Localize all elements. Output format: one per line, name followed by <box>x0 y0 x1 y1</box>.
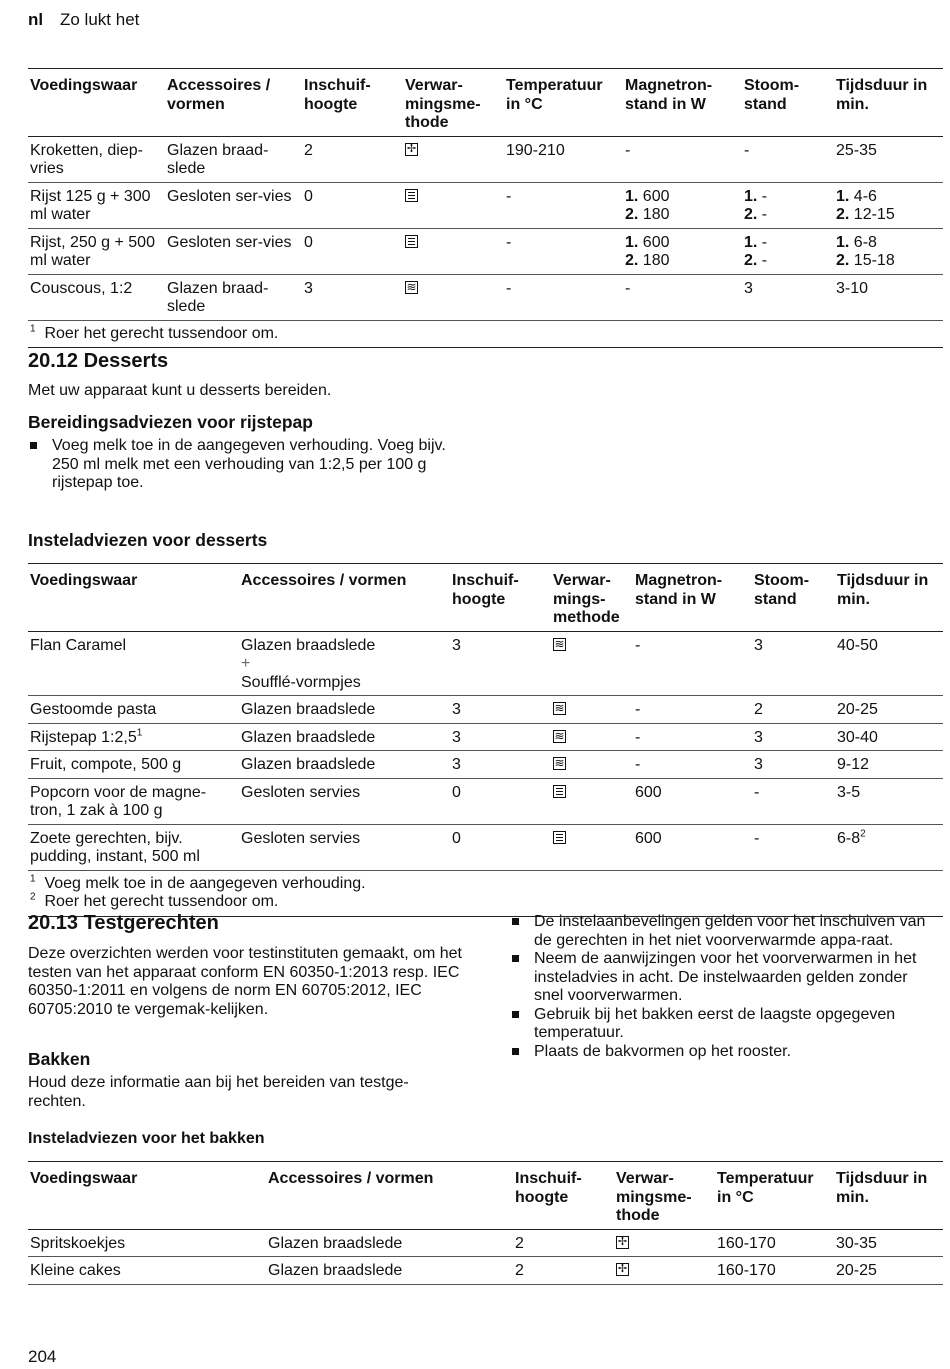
cell-temp: - <box>506 233 512 251</box>
footnote-text: Roer het gerecht tussendoor om. <box>44 893 279 910</box>
table-row <box>28 182 943 228</box>
cell-micro: - <box>635 756 641 773</box>
step-value: 2. 15-18 <box>836 252 895 269</box>
cell-method <box>403 274 504 320</box>
time-value: 9-12 <box>837 756 870 773</box>
cell-line: 25-35 <box>836 141 877 159</box>
section-heading-desserts: 20.12 Desserts <box>28 350 169 372</box>
cell-method <box>403 182 504 228</box>
microwave-icon <box>553 785 566 798</box>
step-value: 2. 180 <box>625 206 670 223</box>
subheading-rice-pudding: Bereidingsadviezen voor rijstepap <box>28 412 313 432</box>
desserts-intro: Met uw apparaat kunt u desserts bereiden. <box>28 382 332 399</box>
time-value: 40-50 <box>837 636 878 654</box>
step-value: 1. 600 <box>625 187 670 205</box>
cell-steam: - <box>754 829 760 847</box>
cell-line: - <box>625 141 631 159</box>
table-row <box>28 136 943 182</box>
rice-pudding-list <box>28 437 468 493</box>
section-heading-testgerechten: 20.13 Testgerechten <box>28 912 219 934</box>
fan-icon <box>405 143 418 156</box>
food-label: Flan Caramel <box>30 636 127 654</box>
column-header: Voedingswaar <box>30 77 138 94</box>
table-header-row <box>28 564 943 632</box>
column-header: Inschuif-hoogte <box>304 77 371 113</box>
cell-acc <box>239 751 450 779</box>
table-heading-bakken: Insteladviezen voor het bakken <box>28 1130 265 1147</box>
step-value: 2. - <box>744 252 768 269</box>
column-header: Tijdsduur in min. <box>836 77 928 113</box>
cell-line <box>836 252 941 271</box>
cell-acc <box>239 696 450 724</box>
acc-line: Glazen braadslede <box>241 728 376 746</box>
column-header: Temperatuur in °C <box>717 1170 814 1206</box>
cell-method <box>551 778 633 824</box>
cell-level: 0 <box>304 187 313 205</box>
cell-acc: Glazen braad-slede <box>167 141 269 177</box>
cell-food <box>28 631 239 696</box>
step-value: 1. 6-8 <box>836 233 877 251</box>
cell-acc <box>239 723 450 751</box>
column-header: Verwar-mingsme-thode <box>616 1170 692 1224</box>
list-item: Neem de aanwijzingen voor het voorverwarmen in het insteladvies in acht. De instelwaarden gelden zonder snel voorverwarmen. <box>510 950 940 1006</box>
cell-time <box>834 228 943 274</box>
list-item: Plaats de bakvormen op het rooster. <box>510 1043 940 1062</box>
cell-food: Rijst 125 g + 300 ml water <box>30 187 151 223</box>
cell-acc <box>239 631 450 696</box>
cell-steam <box>742 228 834 274</box>
cell-micro: 600 <box>635 783 662 801</box>
cell-micro <box>623 136 742 182</box>
cell-level: 3 <box>304 279 313 297</box>
table-rice-couscous <box>28 68 943 348</box>
table-footnote-row <box>28 870 943 916</box>
cell-acc: Glazen braadslede <box>268 1234 403 1252</box>
cell-food: Rijst, 250 g + 500 ml water <box>30 233 155 269</box>
food-label: Zoete gerechten, bijv. pudding, instant, 500 ml <box>30 829 200 865</box>
cell-level: 2 <box>304 141 313 159</box>
cell-micro: - <box>635 701 641 718</box>
step-value: 1. - <box>744 233 768 251</box>
cell-acc <box>239 778 450 824</box>
acc-line: Soufflé-vormpjes <box>241 673 361 691</box>
column-header: Tijdsduur in min. <box>837 572 929 608</box>
table-row <box>28 274 943 320</box>
list-item: Gebruik bij het bakken eerst de laagste opgegeven temperatuur. <box>510 1006 940 1043</box>
column-header: Verwar-mings-methode <box>553 572 620 626</box>
steam-icon <box>553 730 566 743</box>
table-row <box>28 824 943 870</box>
cell-line: 3 <box>744 279 753 297</box>
cell-food <box>28 751 239 779</box>
cell-time <box>835 696 943 724</box>
bakken-text: Houd deze informatie aan bij het bereiden van testge-rechten. <box>28 1074 409 1110</box>
cell-line <box>625 206 740 225</box>
table-header-row <box>28 1162 943 1230</box>
steam-icon <box>405 281 418 294</box>
cell-micro: - <box>635 728 641 746</box>
cell-acc: Glazen braadslede <box>268 1262 403 1279</box>
cell-line <box>836 188 941 207</box>
footnote <box>30 893 941 912</box>
cell-time: 20-25 <box>836 1262 877 1279</box>
cell-steam: 3 <box>754 636 763 654</box>
table-row <box>28 631 943 696</box>
cell-food: Kleine cakes <box>30 1262 121 1279</box>
cell-line <box>744 206 832 225</box>
cell-method <box>614 1229 715 1257</box>
fan-icon <box>616 1236 629 1249</box>
steam-icon <box>553 702 566 715</box>
column-header: Stoom-stand <box>754 572 810 608</box>
cell-food <box>28 824 239 870</box>
table-bakken <box>28 1161 943 1285</box>
cell-steam <box>742 274 834 320</box>
food-label: Fruit, compote, 500 g <box>30 756 182 773</box>
cell-level: 2 <box>515 1234 524 1252</box>
cell-time <box>834 136 943 182</box>
cell-food: Kroketten, diep-vries <box>30 141 143 177</box>
cell-method <box>551 824 633 870</box>
steam-icon <box>553 638 566 651</box>
cell-food <box>28 778 239 824</box>
cell-line <box>744 234 832 253</box>
column-header: Temperatuur in °C <box>506 77 603 113</box>
footnote-ref: 1 <box>136 727 143 739</box>
cell-time <box>835 824 943 870</box>
column-header: Inschuif-hoogte <box>452 572 519 608</box>
table-row <box>28 751 943 779</box>
cell-line <box>836 234 941 253</box>
table-row <box>28 778 943 824</box>
cell-method <box>551 631 633 696</box>
cell-level: 0 <box>304 233 313 251</box>
footnote-mark: 2 <box>30 891 36 903</box>
step-value: 2. 12-15 <box>836 206 895 223</box>
running-header: Zo lukt het <box>60 10 140 29</box>
cell-micro: - <box>635 636 641 654</box>
column-header: Magnetron-stand in W <box>625 77 713 113</box>
cell-time <box>834 274 943 320</box>
table-desserts <box>28 563 943 917</box>
table-row <box>28 228 943 274</box>
footnote-text: Voeg melk toe in de aangegeven verhouding. <box>44 874 366 892</box>
cell-level: 3 <box>452 636 461 654</box>
cell-method <box>551 751 633 779</box>
table-row <box>28 696 943 724</box>
microwave-icon <box>405 189 418 202</box>
table-row <box>28 723 943 751</box>
cell-method <box>403 228 504 274</box>
step-value: 2. - <box>744 206 768 223</box>
subheading-bakken: Bakken <box>28 1049 91 1069</box>
cell-food: Spritskoekjes <box>30 1234 126 1252</box>
cell-level: 2 <box>515 1262 524 1279</box>
column-header: Accessoires / vormen <box>268 1170 434 1187</box>
cell-acc: Gesloten ser-vies <box>167 233 292 251</box>
cell-food <box>28 723 239 751</box>
cell-time <box>835 723 943 751</box>
cell-steam: 3 <box>754 756 763 773</box>
fan-icon <box>616 1263 629 1276</box>
column-header: Magnetron-stand in W <box>635 572 723 608</box>
acc-line: + <box>241 655 251 672</box>
cell-acc: Glazen braad-slede <box>167 279 269 315</box>
column-header: Inschuif-hoogte <box>515 1170 582 1206</box>
cell-steam <box>742 182 834 228</box>
language-code: nl <box>28 10 44 29</box>
acc-line: Glazen braadslede <box>241 756 376 773</box>
cell-micro <box>623 182 742 228</box>
cell-steam: 2 <box>754 701 763 718</box>
cell-time <box>835 778 943 824</box>
cell-steam: 3 <box>754 728 763 746</box>
column-header: Voedingswaar <box>30 572 138 589</box>
testgerechten-list <box>510 913 940 1061</box>
cell-micro <box>623 274 742 320</box>
cell-temp: 190-210 <box>506 141 565 159</box>
table-header-row <box>28 69 943 137</box>
cell-time: 30-35 <box>836 1234 877 1252</box>
cell-line: - <box>744 141 750 159</box>
time-value: 6-8 <box>837 829 861 847</box>
cell-temp: 160-170 <box>717 1262 776 1279</box>
cell-level: 0 <box>452 783 461 801</box>
footnotes <box>28 870 943 916</box>
food-label: Rijstepap 1:2,5 <box>30 728 137 746</box>
cell-food: Couscous, 1:2 <box>30 279 133 297</box>
cell-method <box>551 696 633 724</box>
cell-line <box>744 188 832 207</box>
acc-line: Gesloten servies <box>241 783 361 801</box>
cell-level: 3 <box>452 701 461 718</box>
cell-method <box>614 1257 715 1285</box>
acc-line: Gesloten servies <box>241 829 361 847</box>
time-value: 20-25 <box>837 701 878 718</box>
list-item: Voeg melk toe in de aangegeven verhouding. Voeg bijv. 250 ml melk met een verhouding van 1:2,5 per 100 g rijstepap toe. <box>28 437 468 493</box>
cell-micro: 600 <box>635 829 662 847</box>
column-header: Accessoires / vormen <box>167 77 271 113</box>
time-value: 30-40 <box>837 728 878 746</box>
step-value: 1. - <box>744 187 768 205</box>
cell-temp: - <box>506 187 512 205</box>
steam-icon <box>553 757 566 770</box>
cell-time <box>835 631 943 696</box>
list-item: De instelaanbevelingen gelden voor het inschuiven van de gerechten in het niet voorverwarmde appa-raat. <box>510 913 940 950</box>
food-label: Gestoomde pasta <box>30 701 157 718</box>
cell-line: - <box>625 279 631 297</box>
cell-steam: - <box>754 783 760 801</box>
footnote-mark: 1 <box>30 873 36 885</box>
table-footnote-row <box>28 320 943 348</box>
microwave-icon <box>405 235 418 248</box>
step-value: 1. 4-6 <box>836 187 877 205</box>
microwave-icon <box>553 831 566 844</box>
cell-steam <box>742 136 834 182</box>
column-header: Stoom-stand <box>744 77 800 113</box>
food-label: Popcorn voor de magne-tron, 1 zak à 100 g <box>30 783 207 819</box>
table-heading-desserts: Insteladviezen voor desserts <box>28 530 268 550</box>
cell-line <box>836 206 941 225</box>
footnote <box>30 875 941 894</box>
cell-micro <box>623 228 742 274</box>
cell-method <box>551 723 633 751</box>
cell-temp: - <box>506 279 512 297</box>
cell-time <box>834 182 943 228</box>
cell-method <box>403 136 504 182</box>
column-header: Voedingswaar <box>30 1170 138 1187</box>
step-value: 1. 600 <box>625 233 670 251</box>
cell-line <box>625 252 740 271</box>
cell-food <box>28 696 239 724</box>
table-row <box>28 1257 943 1285</box>
column-header: Verwar-mingsme-thode <box>405 77 481 131</box>
acc-line: Glazen braadslede <box>241 636 376 654</box>
cell-line <box>625 188 740 207</box>
footnote: $^1$ Roer het gerecht tussendoor om. <box>30 323 279 342</box>
cell-line <box>744 252 832 271</box>
cell-level: 3 <box>452 756 461 773</box>
cell-temp: 160-170 <box>717 1234 776 1252</box>
cell-level: 0 <box>452 829 461 847</box>
footnote-ref: 2 <box>860 828 866 840</box>
cell-time <box>835 751 943 779</box>
time-value: 3-5 <box>837 783 861 801</box>
cell-level: 3 <box>452 728 461 746</box>
cell-line: 3-10 <box>836 279 869 297</box>
cell-acc <box>239 824 450 870</box>
cell-acc: Gesloten ser-vies <box>167 187 292 205</box>
column-header: Accessoires / vormen <box>241 572 407 589</box>
page-number: 204 <box>28 1347 57 1366</box>
testgerechten-intro: Deze overzichten werden voor testinstituten gemaakt, om het testen van het apparaat conform EN 60350-1:2013 resp. IEC 60350-1:2011 en volgens de norm EN 60705:2012, IEC 60705:2010 te vergemak-kelijken. <box>28 945 462 1018</box>
column-header: Tijdsduur in min. <box>836 1170 928 1206</box>
table-row <box>28 1229 943 1257</box>
step-value: 2. 180 <box>625 252 670 269</box>
acc-line: Glazen braadslede <box>241 701 376 718</box>
cell-line <box>625 234 740 253</box>
